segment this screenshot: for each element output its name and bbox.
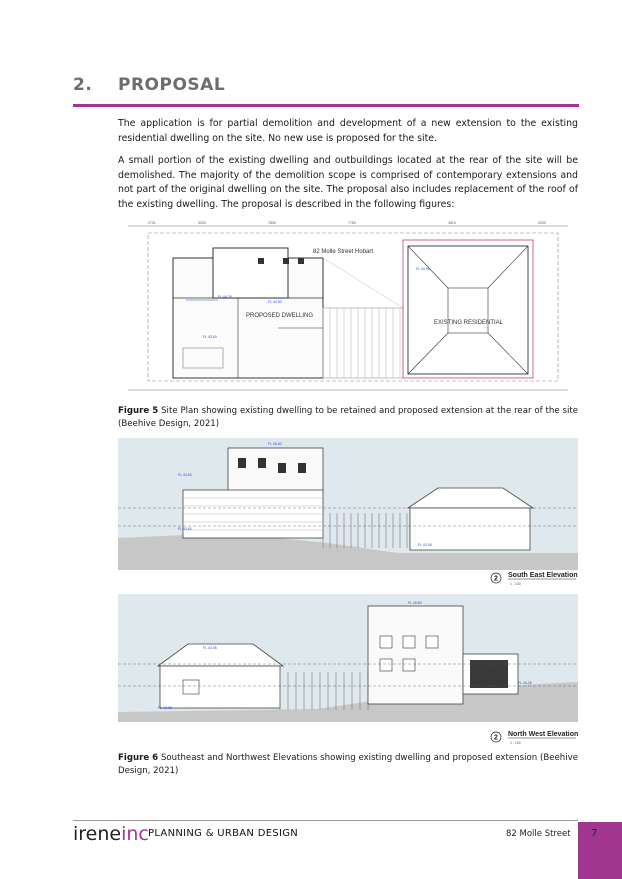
existing-residential-label: EXISTING RESIDENTIAL xyxy=(434,320,504,326)
company-logo xyxy=(73,823,149,845)
footer-address: 82 Molle Street xyxy=(506,829,571,839)
footer-rule xyxy=(73,820,578,821)
nw-elevation-scale: 1 : 100 xyxy=(510,741,521,745)
site-plan-figure xyxy=(118,218,578,398)
figure6-caption-label: Figure 6 xyxy=(118,753,159,763)
svg-text:FL 45.80: FL 45.80 xyxy=(408,601,422,605)
svg-text:7800: 7800 xyxy=(268,221,276,225)
nw-elevation-number: 2 xyxy=(494,734,498,742)
svg-text:2200: 2200 xyxy=(538,221,546,225)
section-title: PROPOSAL xyxy=(118,75,226,95)
se-elevation-number: 2 xyxy=(494,575,498,583)
proposed-dwelling-label: PROPOSED DWELLING xyxy=(246,313,314,319)
paragraph-intro: The application is for partial demolition and development of a new extension to the existing residential dwelling on the site. No new use is proposed for the site. xyxy=(118,118,578,144)
svg-text:3200: 3200 xyxy=(198,221,206,225)
svg-text:FL 44.95: FL 44.95 xyxy=(203,646,217,650)
section-heading xyxy=(73,75,225,95)
svg-text:FL 44.50: FL 44.50 xyxy=(178,473,192,477)
nw-elevation-title: North West Elevation xyxy=(508,731,578,738)
north-west-elevation-figure xyxy=(118,594,578,746)
page-number-box xyxy=(578,822,622,879)
svg-text:FL 44.95: FL 44.95 xyxy=(416,267,430,271)
section-number: 2. xyxy=(73,75,93,95)
figure6-caption xyxy=(118,752,578,778)
paragraph-demolition: A small portion of the existing dwelling and outbuildings located at the rear of the site will be demolished. The majority of the demolition scope is comprised of contemporary extensions and not part of the original dwelling on the site. The proposal also includes replacement of the roof of the existing dwelling. The proposal is described in the following figures: xyxy=(118,155,578,210)
svg-text:FL 43.05: FL 43.05 xyxy=(158,706,172,710)
svg-text:FL 44.50: FL 44.50 xyxy=(268,300,282,304)
company-tagline: PLANNING & URBAN DESIGN xyxy=(148,828,299,839)
page-number: 7 xyxy=(591,828,598,839)
se-elevation-scale: 1 : 100 xyxy=(510,582,521,586)
figure5-caption xyxy=(118,405,578,431)
figure6-caption-text: Southeast and Northwest Elevations showing existing dwelling and proposed extension (Beehive Design, 2021) xyxy=(118,753,578,776)
svg-text:FL 44.25: FL 44.25 xyxy=(518,681,532,685)
se-elevation-title: South East Elevation xyxy=(508,572,578,579)
figure5-caption-label: Figure 5 xyxy=(118,406,159,416)
heading-rule xyxy=(73,104,579,107)
svg-text:FL 45.80: FL 45.80 xyxy=(268,442,282,446)
svg-text:3510: 3510 xyxy=(448,221,456,225)
svg-text:2701: 2701 xyxy=(148,221,156,225)
svg-text:FL 43.60: FL 43.60 xyxy=(178,527,192,531)
south-east-elevation-figure xyxy=(118,438,578,586)
svg-text:7750: 7750 xyxy=(348,221,356,225)
svg-text:FL 43.60: FL 43.60 xyxy=(203,335,217,339)
svg-text:FL 43.05: FL 43.05 xyxy=(418,543,432,547)
svg-text:FL 44.35: FL 44.35 xyxy=(218,295,232,299)
logo-part-irene: irene xyxy=(73,823,122,845)
figure5-caption-text: Site Plan showing existing dwelling to be retained and proposed extension at the rear of the site (Beehive Design, 2021) xyxy=(118,406,578,429)
logo-part-inc: inc xyxy=(121,823,149,845)
street-label: 82 Molle Street Hobart xyxy=(313,249,374,255)
